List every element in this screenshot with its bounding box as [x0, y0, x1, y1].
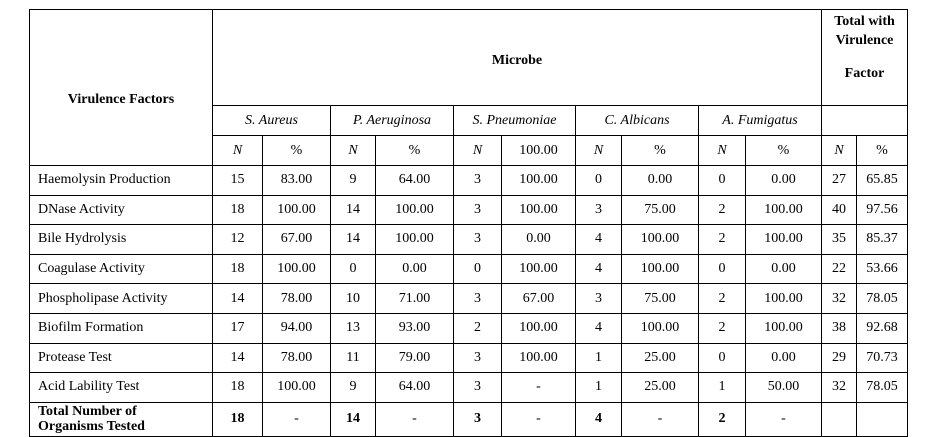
species-header: P. Aeruginosa: [331, 106, 454, 136]
percent-cell: 79.00: [376, 343, 454, 373]
table-row: [30, 225, 908, 255]
count-cell: 9: [331, 373, 376, 403]
percent-cell: 100.00: [622, 254, 699, 284]
count-cell: 3: [454, 195, 502, 225]
count-cell: 29: [822, 343, 857, 373]
row-label: Haemolysin Production: [30, 166, 213, 196]
total-cell: -: [263, 402, 331, 436]
n-subheader: N: [576, 136, 622, 166]
table-row: [30, 195, 908, 225]
percent-subheader: 100.00: [502, 136, 576, 166]
table-row: [30, 313, 908, 343]
percent-cell: 67.00: [263, 225, 331, 255]
count-cell: 14: [213, 343, 263, 373]
total-cell: -: [376, 402, 454, 436]
percent-cell: 0.00: [746, 254, 822, 284]
percent-subheader: %: [622, 136, 699, 166]
total-cell: 14: [331, 402, 376, 436]
percent-cell: 100.00: [746, 225, 822, 255]
microbe-header: Microbe: [213, 10, 822, 106]
percent-cell: 100.00: [376, 195, 454, 225]
total-cell: 2: [699, 402, 746, 436]
total-organisms-label: [30, 402, 213, 436]
table-body: [30, 166, 908, 403]
n-subheader: N: [454, 136, 502, 166]
percent-cell: 100.00: [263, 373, 331, 403]
percent-cell: 85.37: [857, 225, 908, 255]
count-cell: 38: [822, 313, 857, 343]
n-subheader: N: [699, 136, 746, 166]
species-header: S. Aureus: [213, 106, 331, 136]
row-label: Coagulase Activity: [30, 254, 213, 284]
count-cell: 11: [331, 343, 376, 373]
percent-cell: 100.00: [622, 313, 699, 343]
count-cell: 17: [213, 313, 263, 343]
count-cell: 40: [822, 195, 857, 225]
percent-cell: 64.00: [376, 166, 454, 196]
percent-cell: 100.00: [502, 195, 576, 225]
count-cell: 14: [331, 195, 376, 225]
table-row: [30, 343, 908, 373]
count-cell: 18: [213, 195, 263, 225]
percent-cell: 64.00: [376, 373, 454, 403]
percent-subheader: %: [746, 136, 822, 166]
percent-cell: 100.00: [502, 254, 576, 284]
percent-cell: 75.00: [622, 284, 699, 314]
count-cell: 3: [454, 343, 502, 373]
count-cell: 0: [699, 254, 746, 284]
count-cell: 2: [699, 313, 746, 343]
total-cell: -: [622, 402, 699, 436]
virulence-factors-header: Virulence Factors: [30, 10, 213, 166]
count-cell: 3: [454, 373, 502, 403]
total-header-line1: Total with: [834, 14, 895, 29]
n-subheader: N: [213, 136, 263, 166]
count-cell: 13: [331, 313, 376, 343]
percent-cell: 100.00: [502, 313, 576, 343]
count-cell: 3: [454, 225, 502, 255]
count-cell: 4: [576, 313, 622, 343]
count-cell: 18: [213, 373, 263, 403]
row-label: DNase Activity: [30, 195, 213, 225]
total-cell: [822, 402, 857, 436]
count-cell: 0: [331, 254, 376, 284]
count-cell: 18: [213, 254, 263, 284]
percent-cell: 100.00: [622, 225, 699, 255]
percent-cell: 53.66: [857, 254, 908, 284]
table-row: [30, 373, 908, 403]
percent-subheader: %: [857, 136, 908, 166]
count-cell: 35: [822, 225, 857, 255]
percent-cell: 78.05: [857, 373, 908, 403]
species-header: A. Fumigatus: [699, 106, 822, 136]
count-cell: 2: [699, 225, 746, 255]
total-species-blank: [822, 106, 908, 136]
count-cell: 10: [331, 284, 376, 314]
count-cell: 2: [454, 313, 502, 343]
count-cell: 32: [822, 373, 857, 403]
total-organisms-row: [30, 402, 908, 436]
percent-cell: 67.00: [502, 284, 576, 314]
percent-cell: 0.00: [622, 166, 699, 196]
row-label: Biofilm Formation: [30, 313, 213, 343]
percent-cell: 0.00: [746, 166, 822, 196]
percent-cell: 78.05: [857, 284, 908, 314]
count-cell: 0: [576, 166, 622, 196]
count-cell: 3: [576, 284, 622, 314]
percent-cell: 78.00: [263, 343, 331, 373]
n-subheader: N: [331, 136, 376, 166]
count-cell: 0: [454, 254, 502, 284]
percent-cell: 93.00: [376, 313, 454, 343]
count-cell: 2: [699, 195, 746, 225]
percent-cell: 0.00: [502, 225, 576, 255]
percent-cell: 100.00: [263, 195, 331, 225]
percent-cell: 100.00: [376, 225, 454, 255]
total-label-line2: Organisms Tested: [38, 419, 145, 435]
header-row-top: [30, 10, 908, 106]
total-header-line2: Virulence: [835, 33, 894, 48]
row-label: Protease Test: [30, 343, 213, 373]
percent-cell: 83.00: [263, 166, 331, 196]
percent-cell: 65.85: [857, 166, 908, 196]
percent-cell: 100.00: [746, 284, 822, 314]
percent-cell: 75.00: [622, 195, 699, 225]
percent-cell: 92.68: [857, 313, 908, 343]
species-header: S. Pneumoniae: [454, 106, 576, 136]
count-cell: 3: [576, 195, 622, 225]
percent-cell: 25.00: [622, 373, 699, 403]
percent-subheader: %: [263, 136, 331, 166]
count-cell: 3: [454, 166, 502, 196]
count-cell: 4: [576, 254, 622, 284]
percent-cell: 25.00: [622, 343, 699, 373]
count-cell: 4: [576, 225, 622, 255]
percent-cell: 0.00: [746, 343, 822, 373]
total-cell: 4: [576, 402, 622, 436]
row-label: Phospholipase Activity: [30, 284, 213, 314]
row-label: Acid Lability Test: [30, 373, 213, 403]
total-label-line1: Total Number of: [38, 404, 137, 420]
total-cell: 18: [213, 402, 263, 436]
percent-subheader: %: [376, 136, 454, 166]
count-cell: 1: [699, 373, 746, 403]
percent-cell: 100.00: [502, 166, 576, 196]
count-cell: 0: [699, 343, 746, 373]
percent-cell: 100.00: [502, 343, 576, 373]
count-cell: 2: [699, 284, 746, 314]
percent-cell: 50.00: [746, 373, 822, 403]
total-cell: [857, 402, 908, 436]
count-cell: 14: [213, 284, 263, 314]
count-cell: 14: [331, 225, 376, 255]
count-cell: 1: [576, 343, 622, 373]
percent-cell: 97.56: [857, 195, 908, 225]
percent-cell: 100.00: [746, 313, 822, 343]
total-cell: -: [502, 402, 576, 436]
virulence-factors-table: [29, 9, 908, 437]
n-subheader: N: [822, 136, 857, 166]
count-cell: 32: [822, 284, 857, 314]
percent-cell: 78.00: [263, 284, 331, 314]
total-cell: 3: [454, 402, 502, 436]
count-cell: 3: [454, 284, 502, 314]
table-row: [30, 284, 908, 314]
row-label: Bile Hydrolysis: [30, 225, 213, 255]
total-cell: -: [746, 402, 822, 436]
total-header-line3: Factor: [844, 66, 885, 81]
percent-cell: 71.00: [376, 284, 454, 314]
percent-cell: -: [502, 373, 576, 403]
count-cell: 0: [699, 166, 746, 196]
percent-cell: 94.00: [263, 313, 331, 343]
table-row: [30, 254, 908, 284]
percent-cell: 70.73: [857, 343, 908, 373]
table-row: [30, 166, 908, 196]
count-cell: 27: [822, 166, 857, 196]
percent-cell: 100.00: [263, 254, 331, 284]
percent-cell: 100.00: [746, 195, 822, 225]
count-cell: 15: [213, 166, 263, 196]
count-cell: 22: [822, 254, 857, 284]
total-with-virulence-header: [822, 10, 908, 106]
virulence-table-container: [29, 9, 908, 437]
percent-cell: 0.00: [376, 254, 454, 284]
count-cell: 9: [331, 166, 376, 196]
count-cell: 1: [576, 373, 622, 403]
count-cell: 12: [213, 225, 263, 255]
species-header: C. Albicans: [576, 106, 699, 136]
